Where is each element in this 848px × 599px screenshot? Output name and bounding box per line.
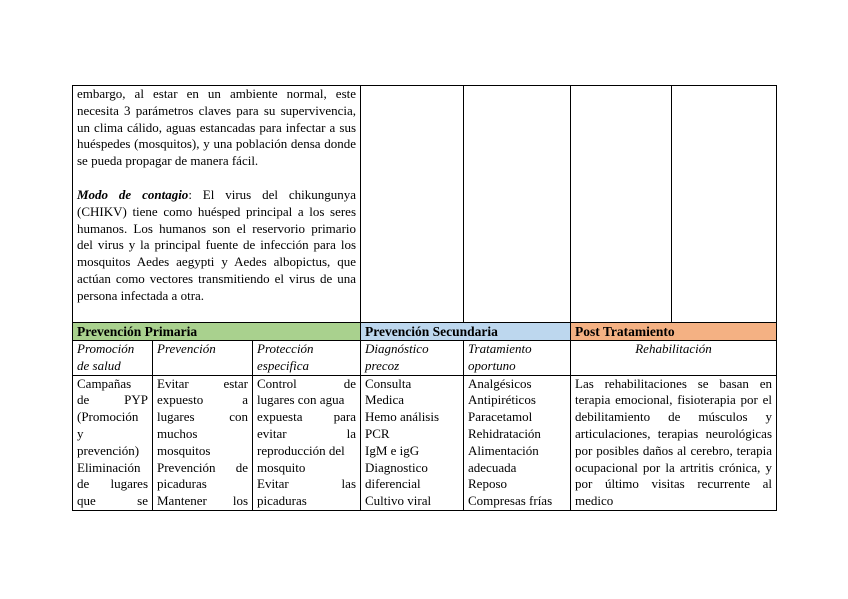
secondary-prevention-header: Prevención Secundaria <box>361 323 571 341</box>
empty-cell <box>361 86 464 323</box>
cell-line: Reposo <box>468 476 508 492</box>
cell-line: evitar la <box>257 425 357 441</box>
empty-cell <box>464 86 571 323</box>
promocion-cell <box>73 375 153 510</box>
proteccion-cell <box>253 375 361 510</box>
cell-line: Prevención de <box>157 459 248 475</box>
cell-line: adecuada <box>468 459 517 475</box>
cell-line: expuesto a <box>157 392 248 408</box>
contagio-text: : El virus del chikungunya (CHIKV) tiene como huésped principal a los seres humanos. Los humanos son el reservorio primario del virus y la principal fuente de infección para los mosquitos Aedes aegypti y Aedes albopictus, que actúan como vectores transmitiendo el virus de una persona infectada a otra. <box>77 186 357 303</box>
cell-line: picaduras <box>257 493 307 509</box>
cell-line: Cultivo viral <box>365 493 432 509</box>
cell-line: picaduras <box>157 476 207 492</box>
cell-line: (Promoción <box>77 409 139 425</box>
content-row <box>73 375 777 510</box>
prevencion-subheader: Prevención <box>153 341 253 376</box>
cell-line: Diagnostico <box>365 459 428 475</box>
cell-line: de lugares <box>77 476 148 492</box>
cell-line: reproducción del <box>257 442 345 458</box>
contagio-label: Modo de contagio <box>77 186 189 202</box>
cell-line: Mantener los <box>157 493 248 509</box>
rehabilitacion-cell: Las rehabilitaciones se basan en terapia emocional, fisioterapia por el debilitamiento de músculos y articulaciones, terapias neurológicas por posibles daños al cerebro, terapia ocupacional por la artritis crónica, y por último visitas recurrente al medico <box>571 375 777 510</box>
cell-line: mosquito <box>257 459 306 475</box>
proteccion-subheader: Protección especifica <box>253 341 361 376</box>
diagnostico-subheader: Diagnóstico precoz <box>361 341 464 376</box>
cell-line: Control de <box>257 375 357 391</box>
prevention-table <box>72 85 777 511</box>
cell-line: Consulta <box>365 375 412 391</box>
cell-line: de PYP <box>77 392 148 408</box>
cell-line: Rehidratación <box>468 425 541 441</box>
post-treatment-header: Post Tratamiento <box>571 323 777 341</box>
cell-line: mosquitos <box>157 442 211 458</box>
description-cell <box>73 86 361 323</box>
cell-line: Campañas <box>77 375 132 391</box>
cell-line: expuesta para <box>257 409 357 425</box>
cell-line: Eliminación <box>77 459 141 475</box>
cell-line: que se <box>77 493 148 509</box>
cell-line: PCR <box>365 425 390 441</box>
cell-line: IgM e igG <box>365 442 420 458</box>
cell-line: muchos <box>157 425 198 441</box>
cell-line: Medica <box>365 392 404 408</box>
cell-line: prevención) <box>77 442 140 458</box>
diagnostico-cell <box>361 375 464 510</box>
intro-paragraph: embargo, al estar en un ambiente normal, este necesita 3 parámetros claves para su supervivencia, un clima cálido, aguas estancadas para infectar a sus huéspedes (mosquitos), y una población densa donde se pueda propagar de manera fácil. <box>77 86 357 169</box>
tratamiento-cell <box>464 375 571 510</box>
subheader-row <box>73 341 777 376</box>
cell-line: Evitar las <box>257 476 357 492</box>
cell-line: Hemo análisis <box>365 409 440 425</box>
cell-line: diferencial <box>365 476 421 492</box>
cell-line: Analgésicos <box>468 375 532 391</box>
promocion-subheader: Promoción de salud <box>73 341 153 376</box>
cell-line: Evitar estar <box>157 375 248 391</box>
cell-line: lugares con agua <box>257 392 345 408</box>
cell-line: Alimentación <box>468 442 539 458</box>
prevencion-cell <box>153 375 253 510</box>
empty-cell <box>571 86 672 323</box>
header-row <box>73 323 777 341</box>
contagio-paragraph <box>77 187 356 305</box>
cell-line: Compresas frías <box>468 493 553 509</box>
rehabilitacion-subheader: Rehabilitación <box>571 341 777 376</box>
description-row <box>73 86 777 323</box>
primary-prevention-header: Prevención Primaria <box>73 323 361 341</box>
tratamiento-subheader: Tratamiento oportuno <box>464 341 571 376</box>
cell-line: lugares con <box>157 409 248 425</box>
cell-line: y <box>77 425 84 441</box>
cell-line: Antipiréticos <box>468 392 536 408</box>
empty-cell <box>672 86 777 323</box>
cell-line: Paracetamol <box>468 409 533 425</box>
